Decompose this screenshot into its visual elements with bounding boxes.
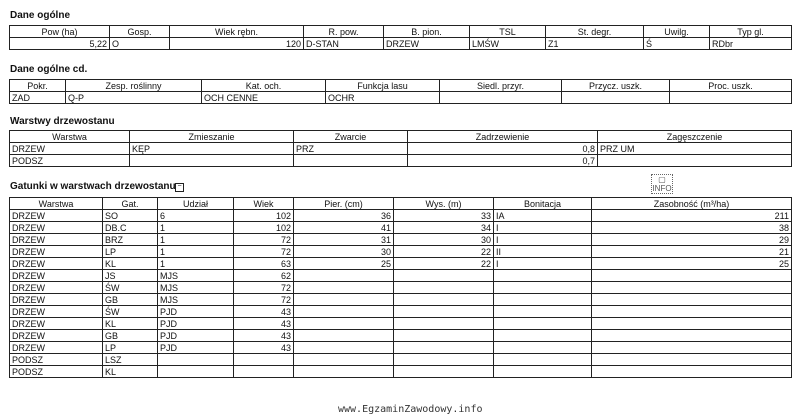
cell-site-class xyxy=(494,330,592,342)
cell-layer: DRZEW xyxy=(10,143,130,155)
cell-volume: 211 xyxy=(592,210,792,222)
cell-layer: PODSZ xyxy=(10,366,103,378)
cell-height xyxy=(394,318,494,330)
cell-age: 63 xyxy=(234,258,294,270)
cell-mixing: KĘP xyxy=(130,143,294,155)
table-row xyxy=(10,318,792,330)
header-cell: Warstwa xyxy=(10,198,103,210)
watermark: www.EgzaminZawodowy.info xyxy=(338,404,483,415)
cell-share: MJS xyxy=(158,282,234,294)
cell-share: MJS xyxy=(158,270,234,282)
general-header-row xyxy=(10,26,792,38)
header-cell: Kat. och. xyxy=(202,80,326,92)
cell-dbh xyxy=(294,282,394,294)
cell-age: 43 xyxy=(234,342,294,354)
header-cell: Pow (ha) xyxy=(10,26,110,38)
cell-height xyxy=(394,294,494,306)
cell-density: PRZ UM xyxy=(598,143,792,155)
header-cell: Gat. xyxy=(103,198,158,210)
cell-age: 43 xyxy=(234,318,294,330)
cell-species: SO xyxy=(103,210,158,222)
cell-height xyxy=(394,330,494,342)
cell-species: LP xyxy=(103,342,158,354)
cell-height xyxy=(394,306,494,318)
cell-layer: DRZEW xyxy=(10,330,103,342)
cell-proc xyxy=(670,92,792,104)
header-cell: St. degr. xyxy=(546,26,644,38)
header-cell: Warstwa xyxy=(10,131,130,143)
cell-age: 43 xyxy=(234,330,294,342)
cell-share: 1 xyxy=(158,222,234,234)
cell-dbh xyxy=(294,366,394,378)
cell-height: 30 xyxy=(394,234,494,246)
cell-volume xyxy=(592,318,792,330)
cell-layer: DRZEW xyxy=(10,258,103,270)
cell-height xyxy=(394,366,494,378)
header-cell: Wiek rębn. xyxy=(170,26,304,38)
cell-dbh: 30 xyxy=(294,246,394,258)
cell-share: MJS xyxy=(158,294,234,306)
header-cell: Pokr. xyxy=(10,80,66,92)
header-cell: Zagęszczenie xyxy=(598,131,792,143)
header-cell: Zesp. roślinny xyxy=(66,80,202,92)
species-table xyxy=(9,197,792,378)
cell-stocking: 0,7 xyxy=(408,155,598,167)
cell-layer: PODSZ xyxy=(10,354,103,366)
cell-volume xyxy=(592,366,792,378)
cell-b-pion: DRZEW xyxy=(384,38,470,50)
table-row xyxy=(10,222,792,234)
cell-species: LP xyxy=(103,246,158,258)
cell-species: ŚW xyxy=(103,306,158,318)
header-cell: Wys. (m) xyxy=(394,198,494,210)
cell-species: KL xyxy=(103,318,158,330)
header-cell: Gosp. xyxy=(110,26,170,38)
cell-typ-gl: RDbr xyxy=(710,38,792,50)
cell-rotation-age: 120 xyxy=(170,38,304,50)
cell-share: 6 xyxy=(158,210,234,222)
cell-site-class: IA xyxy=(494,210,592,222)
cell-share xyxy=(158,354,234,366)
cell-site-class xyxy=(494,366,592,378)
species-table-body xyxy=(10,210,792,378)
cell-layer: DRZEW xyxy=(10,318,103,330)
cell-r-pow: D-STAN xyxy=(304,38,384,50)
cell-funkcja: OCHR xyxy=(326,92,440,104)
cell-layer: DRZEW xyxy=(10,342,103,354)
cell-volume xyxy=(592,342,792,354)
cell-volume xyxy=(592,294,792,306)
cell-age xyxy=(234,366,294,378)
cell-pokr: ZAD xyxy=(10,92,66,104)
section-title-general: Dane ogólne xyxy=(10,10,71,21)
info-icon[interactable]: ▢ INFO xyxy=(652,175,672,193)
cell-age xyxy=(234,354,294,366)
cell-age: 43 xyxy=(234,306,294,318)
section-title-species: Gatunki w warstwach drzewostanu xyxy=(10,181,176,192)
table-row xyxy=(10,155,792,167)
collapse-toggle-icon[interactable]: − xyxy=(175,183,184,192)
table-row xyxy=(10,294,792,306)
cell-layer: DRZEW xyxy=(10,246,103,258)
header-cell: Bonitacja xyxy=(494,198,592,210)
header-cell: Zmieszanie xyxy=(130,131,294,143)
cell-closure: PRZ xyxy=(294,143,408,155)
section-title-general-cont: Dane ogólne cd. xyxy=(10,64,88,75)
cell-site-class xyxy=(494,282,592,294)
header-cell: Siedl. przyr. xyxy=(440,80,562,92)
cell-volume: 21 xyxy=(592,246,792,258)
cell-site-class xyxy=(494,270,592,282)
cell-uwilg: Ś xyxy=(644,38,710,50)
cell-dbh xyxy=(294,270,394,282)
table-row xyxy=(10,210,792,222)
cell-volume xyxy=(592,306,792,318)
cell-layer: DRZEW xyxy=(10,270,103,282)
general-table xyxy=(9,25,792,50)
cell-volume xyxy=(592,330,792,342)
cell-species: DB.C xyxy=(103,222,158,234)
table-row xyxy=(10,342,792,354)
cell-age: 102 xyxy=(234,210,294,222)
table-row xyxy=(10,270,792,282)
cell-share: 1 xyxy=(158,246,234,258)
cell-site-class xyxy=(494,294,592,306)
header-cell: Przycz. uszk. xyxy=(562,80,670,92)
general-cont-table xyxy=(9,79,792,104)
cell-layer: PODSZ xyxy=(10,155,130,167)
general-data-row xyxy=(10,38,792,50)
cell-site-class: I xyxy=(494,222,592,234)
cell-volume: 25 xyxy=(592,258,792,270)
table-row xyxy=(10,330,792,342)
cell-species: JS xyxy=(103,270,158,282)
species-header-row xyxy=(10,198,792,210)
cell-site-class xyxy=(494,354,592,366)
table-row xyxy=(10,282,792,294)
cell-species: LSZ xyxy=(103,354,158,366)
cell-przycz xyxy=(562,92,670,104)
cell-layer: DRZEW xyxy=(10,222,103,234)
cell-layer: DRZEW xyxy=(10,294,103,306)
cell-dbh xyxy=(294,330,394,342)
section-title-layers: Warstwy drzewostanu xyxy=(10,116,115,127)
cell-species: BRZ xyxy=(103,234,158,246)
cell-height xyxy=(394,354,494,366)
cell-gosp: O xyxy=(110,38,170,50)
cell-share: PJD xyxy=(158,318,234,330)
cell-area: 5,22 xyxy=(10,38,110,50)
cell-age: 102 xyxy=(234,222,294,234)
cell-volume: 29 xyxy=(592,234,792,246)
cell-site-class xyxy=(494,306,592,318)
cell-share: PJD xyxy=(158,306,234,318)
cell-site-class xyxy=(494,318,592,330)
cell-layer: DRZEW xyxy=(10,210,103,222)
cell-site-class: II xyxy=(494,246,592,258)
cell-volume xyxy=(592,270,792,282)
table-row xyxy=(10,306,792,318)
cell-layer: DRZEW xyxy=(10,306,103,318)
cell-share xyxy=(158,366,234,378)
cell-species: KL xyxy=(103,366,158,378)
cell-zesp: Q-P xyxy=(66,92,202,104)
cell-age: 72 xyxy=(234,294,294,306)
cell-volume xyxy=(592,354,792,366)
cell-dbh: 36 xyxy=(294,210,394,222)
header-cell: Pier. (cm) xyxy=(294,198,394,210)
cell-site-class xyxy=(494,342,592,354)
header-cell: Zadrzewienie xyxy=(408,131,598,143)
cell-height xyxy=(394,342,494,354)
layers-header-row xyxy=(10,131,792,143)
table-row xyxy=(10,234,792,246)
header-cell: Wiek xyxy=(234,198,294,210)
cell-dbh: 41 xyxy=(294,222,394,234)
cell-mixing xyxy=(130,155,294,167)
cell-height: 34 xyxy=(394,222,494,234)
header-cell: R. pow. xyxy=(304,26,384,38)
header-cell: Zwarcie xyxy=(294,131,408,143)
cell-share: 1 xyxy=(158,234,234,246)
table-row xyxy=(10,354,792,366)
general-cont-data-row xyxy=(10,92,792,104)
cell-share: PJD xyxy=(158,342,234,354)
cell-site-class: I xyxy=(494,258,592,270)
cell-age: 62 xyxy=(234,270,294,282)
cell-dbh xyxy=(294,306,394,318)
cell-dbh xyxy=(294,354,394,366)
cell-density xyxy=(598,155,792,167)
cell-kat-och: OCH CENNE xyxy=(202,92,326,104)
cell-age: 72 xyxy=(234,282,294,294)
table-row xyxy=(10,246,792,258)
general-cont-header-row xyxy=(10,80,792,92)
cell-site-class: I xyxy=(494,234,592,246)
header-cell: Typ gl. xyxy=(710,26,792,38)
header-cell: Uwilg. xyxy=(644,26,710,38)
cell-height: 33 xyxy=(394,210,494,222)
cell-share: 1 xyxy=(158,258,234,270)
cell-st-degr: Z1 xyxy=(546,38,644,50)
cell-age: 72 xyxy=(234,234,294,246)
cell-age: 72 xyxy=(234,246,294,258)
cell-height: 22 xyxy=(394,258,494,270)
header-cell: Proc. uszk. xyxy=(670,80,792,92)
cell-dbh: 31 xyxy=(294,234,394,246)
cell-species: GB xyxy=(103,294,158,306)
cell-dbh xyxy=(294,294,394,306)
cell-volume: 38 xyxy=(592,222,792,234)
header-cell: Zasobność (m³/ha) xyxy=(592,198,792,210)
header-cell: Funkcja lasu xyxy=(326,80,440,92)
cell-stocking: 0,8 xyxy=(408,143,598,155)
cell-dbh xyxy=(294,342,394,354)
cell-dbh: 25 xyxy=(294,258,394,270)
table-row xyxy=(10,366,792,378)
cell-closure xyxy=(294,155,408,167)
table-row xyxy=(10,258,792,270)
cell-tsl: LMŚW xyxy=(470,38,546,50)
table-row xyxy=(10,143,792,155)
info-label: INFO xyxy=(652,184,672,193)
cell-volume xyxy=(592,282,792,294)
cell-dbh xyxy=(294,318,394,330)
header-cell: Udział xyxy=(158,198,234,210)
cell-share: PJD xyxy=(158,330,234,342)
cell-species: KL xyxy=(103,258,158,270)
cell-layer: DRZEW xyxy=(10,282,103,294)
cell-siedl xyxy=(440,92,562,104)
cell-layer: DRZEW xyxy=(10,234,103,246)
cell-height: 22 xyxy=(394,246,494,258)
cell-height xyxy=(394,270,494,282)
header-cell: TSL xyxy=(470,26,546,38)
cell-height xyxy=(394,282,494,294)
cell-species: ŚW xyxy=(103,282,158,294)
layers-table xyxy=(9,130,792,167)
cell-species: GB xyxy=(103,330,158,342)
header-cell: B. pion. xyxy=(384,26,470,38)
